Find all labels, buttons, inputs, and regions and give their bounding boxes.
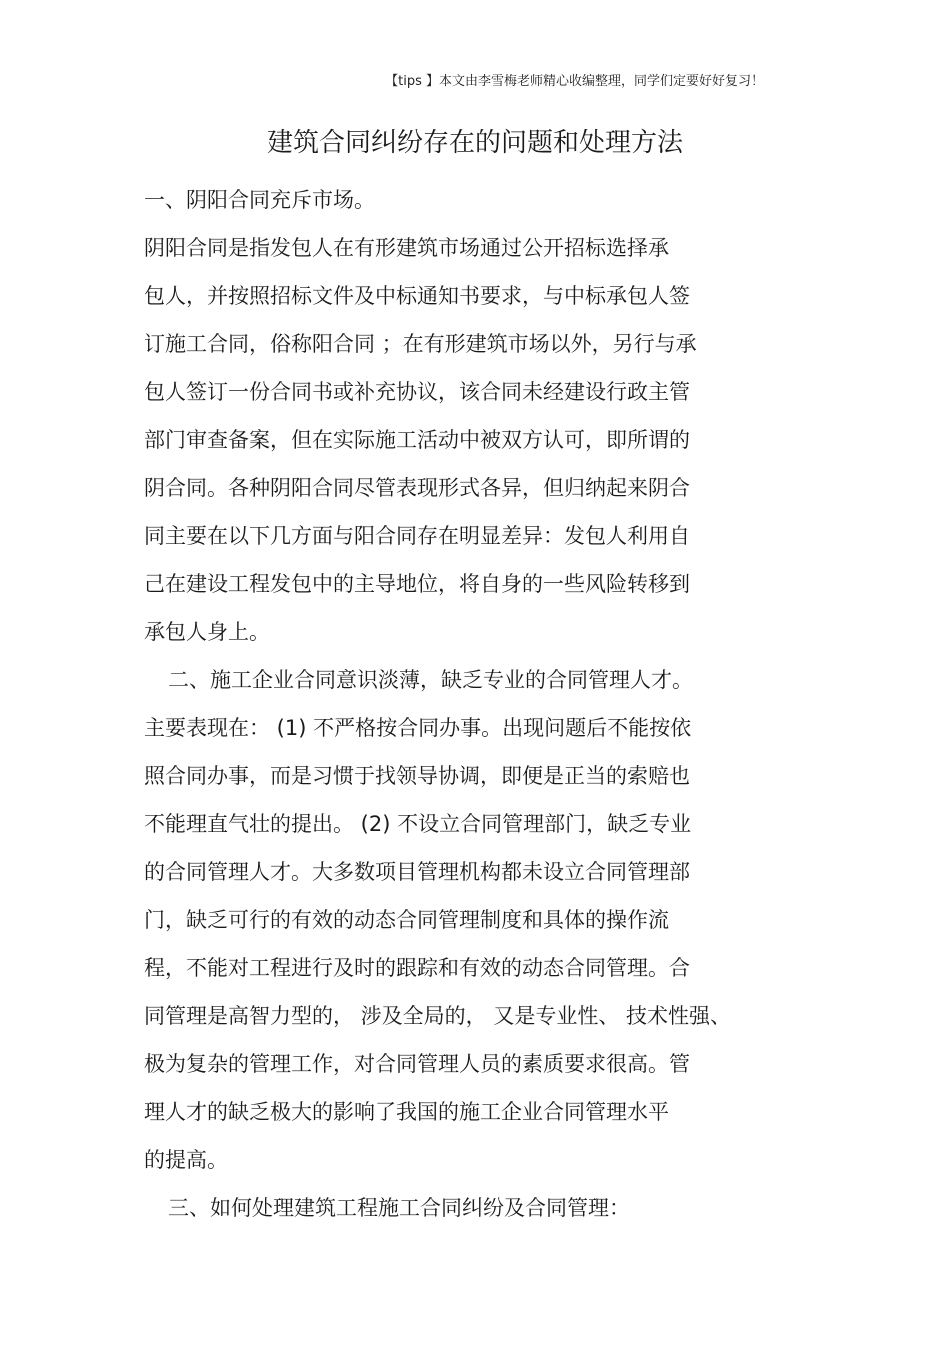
section-heading-2: 二、施工企业合同意识淡薄，缺乏专业的合同管理人才。 — [168, 668, 693, 692]
paragraph-line: 照合同办事，而是习惯于找领导协调，即便是正当的索赔也 — [144, 764, 690, 788]
paragraph-line: 包人，并按照招标文件及中标通知书要求，与中标承包人签 — [144, 284, 690, 308]
paragraph-line: 同管理是高智力型的， 涉及全局的， 又是专业性、 技术性强、 — [144, 1004, 732, 1028]
paragraph-line: 的提高。 — [144, 1148, 228, 1172]
document-title: 建筑合同纠纷存在的问题和处理方法 — [266, 128, 683, 158]
paragraph-line: 门，缺乏可行的有效的动态合同管理制度和具体的操作流 — [144, 908, 669, 932]
section-heading-3: 三、如何处理建筑工程施工合同纠纷及合同管理： — [168, 1196, 630, 1220]
paragraph-line: 部门审查备案，但在实际施工活动中被双方认可，即所谓的 — [144, 428, 690, 452]
paragraph-line: 极为复杂的管理工作，对合同管理人员的素质要求很高。管 — [144, 1052, 690, 1076]
paragraph-line: 同主要在以下几方面与阳合同存在明显差异：发包人利用自 — [144, 524, 690, 548]
paragraph-line: 阴阳合同是指发包人在有形建筑市场通过公开招标选择承 — [144, 236, 669, 260]
header-tips: 【tips 】本文由李雪梅老师精心收编整理，同学们定要好好复习！ — [385, 74, 764, 89]
paragraph-line: 程，不能对工程进行及时的跟踪和有效的动态合同管理。合 — [144, 956, 690, 980]
section-heading-1: 一、阴阳合同充斥市场。 — [144, 188, 375, 212]
paragraph-line: 不能理直气壮的提出。 (2) 不设立合同管理部门，缺乏专业 — [144, 812, 692, 836]
paragraph-line: 承包人身上。 — [144, 620, 270, 644]
paragraph-line: 阴合同。各种阴阳合同尽管表现形式各异，但归纳起来阴合 — [144, 476, 690, 500]
paragraph-line: 包人签订一份合同书或补充协议，该合同未经建设行政主管 — [144, 380, 690, 404]
paragraph-line: 订施工合同，俗称阳合同 ；在有形建筑市场以外，另行与承 — [144, 332, 697, 356]
paragraph-line: 理人才的缺乏极大的影响了我国的施工企业合同管理水平 — [144, 1100, 669, 1124]
paragraph-line: 的合同管理人才。大多数项目管理机构都未设立合同管理部 — [144, 860, 690, 884]
paragraph-line: 己在建设工程发包中的主导地位，将自身的一些风险转移到 — [144, 572, 690, 596]
paragraph-line: 主要表现在： (1) 不严格按合同办事。出现问题后不能按依 — [144, 716, 692, 740]
